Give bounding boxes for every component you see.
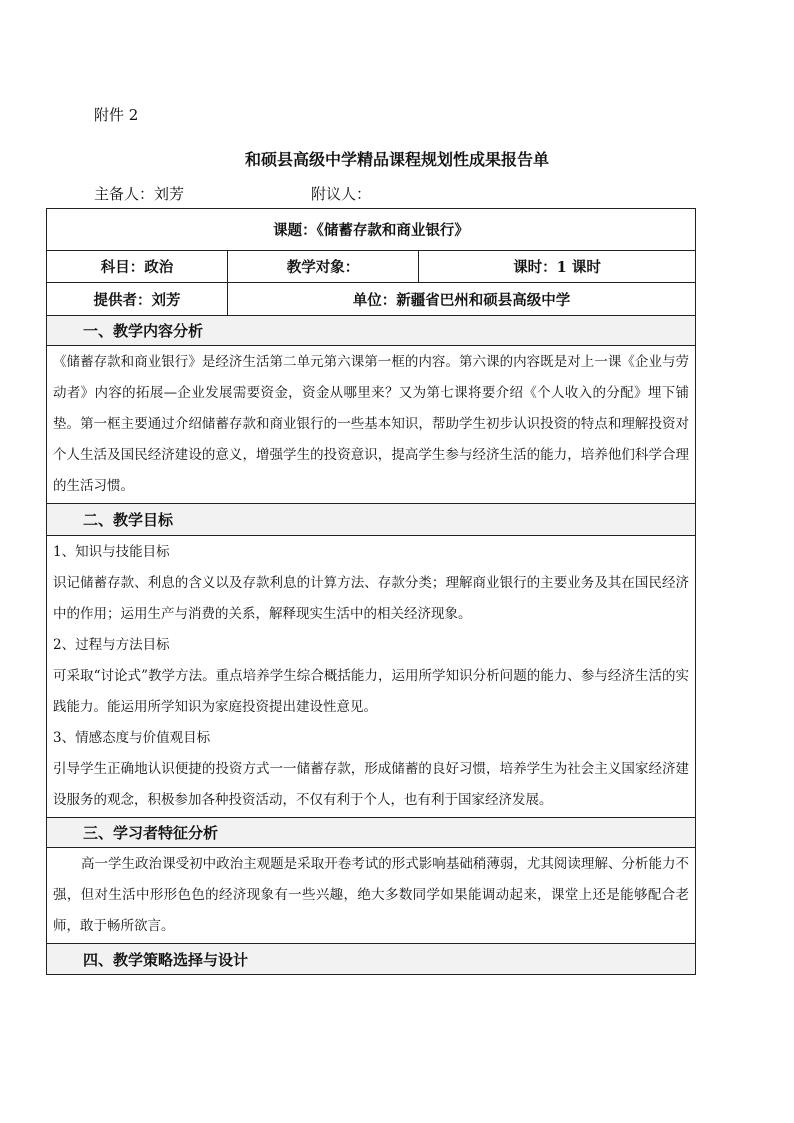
report-table: [46, 208, 696, 975]
section-teaching-goals-body: [47, 536, 696, 818]
hours-cell: 课时：1 课时: [419, 251, 696, 283]
provider-cell: 提供者：刘芳: [47, 283, 228, 316]
section-content-analysis-heading: 一、教学内容分析: [47, 316, 696, 346]
preparer-label: 主备人：刘芳: [94, 185, 185, 203]
document-title: 和硕县高级中学精品课程规划性成果报告单: [244, 150, 549, 169]
section-learner-analysis-heading: 三、学习者特征分析: [47, 818, 696, 848]
goal-1-title: 1、知识与技能目标: [53, 544, 170, 560]
section-teaching-goals-heading: 二、教学目标: [47, 504, 696, 536]
goal-3-title: 3、情感态度与价值观目标: [53, 730, 211, 746]
goal-1-text: 识记储蓄存款、利息的含义以及存款利息的计算方法、存款分类；理解商业银行的主要业务及其在国民经济中的作用；运用生产与消费的关系，解释现实生活中的相关经济现象。: [53, 575, 690, 622]
goal-3-text: 引导学生正确地认识便捷的投资方式一一储蓄存款，形成储蓄的良好习惯，培养学生为社会主义国家经济建设服务的观念，积极参加各种投资活动，不仅有利于个人，也有利于国家经济发展。: [53, 761, 690, 808]
section-learner-analysis-text: 高一学生政治课受初中政治主观题是采取开卷考试的形式影响基础稍薄弱，尤其阅读理解、分析能力不强，但对生活中形形色色的经济现象有一些兴趣，绝大多数同学如果能调动起来，课堂上还是能够配合老师，敢于畅所欲言。: [47, 848, 696, 944]
goal-2-text: 可采取“讨论式”教学方法。重点培养学生综合概括能力，运用所学知识分析问题的能力、参与经济生活的实践能力。能运用所学知识为家庭投资提出建设性意见。: [53, 668, 690, 715]
subject-cell: 科目：政治: [47, 251, 228, 283]
topic-cell: 课题：《储蓄存款和商业银行》: [47, 209, 696, 251]
section-content-analysis-text: 《储蓄存款和商业银行》是经济生活第二单元第六课第一框的内容。第六课的内容既是对上一课《企业与劳动者》内容的拓展—企业发展需要资金，资金从哪里来？又为第七课将要介绍《个人收入的分配》埋下铺垫。第一框主要通过介绍储蓄存款和商业银行的一些基本知识，帮助学生初步认识投资的特点和理解投资对个人生活及国民经济建设的意义，增强学生的投资意识，提高学生参与经济生活的能力，培养他们科学合理的生活习惯。: [47, 346, 696, 504]
goal-2-title: 2、过程与方法目标: [53, 637, 170, 653]
section-strategy-heading: 四、教学策略选择与设计: [47, 944, 696, 975]
co-reviewer-label: 附议人：: [311, 185, 372, 203]
unit-cell: 单位：新疆省巴州和硕县高级中学: [228, 283, 696, 316]
annex-label: 附件 2: [94, 106, 139, 124]
audience-cell: 教学对象：: [228, 251, 419, 283]
